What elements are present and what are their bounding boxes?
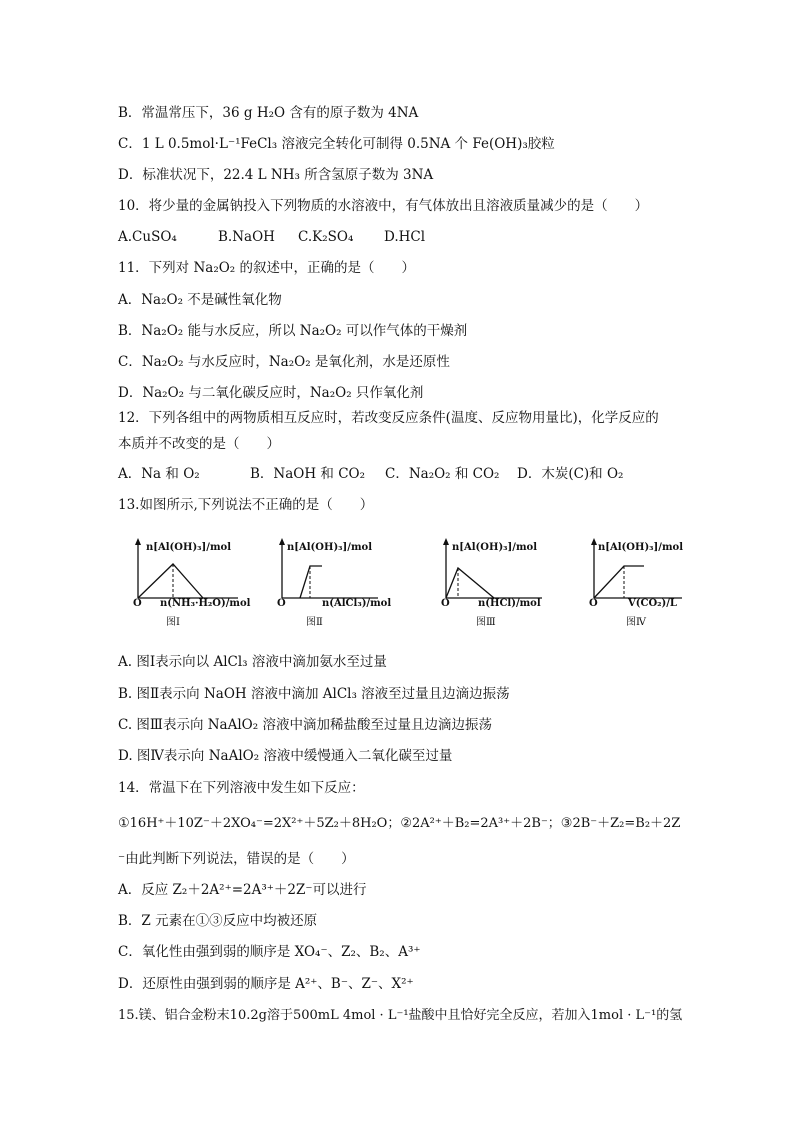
figure-1-xlabel: n(NH₃·H₂O)/mol: [160, 598, 251, 609]
q14-option-a: A．反应 Z₂＋2A²⁺=2A³⁺＋2Z⁻可以进行: [118, 882, 367, 898]
q9-option-c: C．1 L 0.5mol·L⁻¹FeCl₃ 溶液完全转化可制得 0.5NA 个 Fe(OH)₃胶粒: [118, 136, 555, 152]
figure-2-caption: 图Ⅱ: [306, 617, 323, 628]
figure-4: [582, 536, 702, 634]
q12-options: [118, 465, 623, 483]
figure-1-y-arrow: [135, 538, 141, 545]
q12-stem-line1: 12．下列各组中的两物质相互反应时，若改变反应条件(温度、反应物用量比)，化学反应的: [118, 410, 659, 426]
q11-option-b: B．Na₂O₂ 能与水反应，所以 Na₂O₂ 可以作气体的干燥剂: [118, 323, 468, 339]
figure-1-graph: [118, 536, 251, 630]
q13-option-b: B. 图Ⅱ表示向 NaOH 溶液中滴加 AlCl₃ 溶液至过量且边滴边振荡: [118, 686, 510, 702]
figure-3-graph: [432, 536, 562, 630]
figure-3-xlabel: n(HCl)/mol: [478, 598, 541, 609]
figure-3: [432, 536, 562, 634]
q14-equations: ①16H⁺＋10Z⁻＋2XO₄⁻=2X²⁺＋5Z₂＋8H₂O；②2A²⁺＋B₂=2A³⁺＋2B⁻；③2B⁻＋Z₂=B₂＋2Z: [118, 816, 681, 831]
figure-2-xlabel: n(AlCl₃)/mol: [322, 598, 392, 609]
figure-1-origin: O: [133, 598, 142, 609]
q14-option-b: B．Z 元素在①③反应中均被还原: [118, 913, 318, 929]
q14-option-d: D．还原性由强到弱的顺序是 A²⁺、B⁻、Z⁻、X²⁺: [118, 976, 414, 992]
figure-2-graph: [270, 536, 400, 630]
q11-option-d: D．Na₂O₂ 与二氧化碳反应时，Na₂O₂ 只作氧化剂: [118, 385, 424, 401]
figure-2-origin: O: [277, 598, 286, 609]
figure-1: [118, 536, 251, 634]
q13-option-a: A. 图Ⅰ表示向以 AlCl₃ 溶液中滴加氨水至过量: [118, 654, 387, 670]
q10-option-b: B.NaOH: [218, 229, 275, 245]
figure-1-curve: [138, 564, 203, 598]
figure-2: [270, 536, 400, 634]
figure-4-graph: [582, 536, 702, 630]
q11-option-c: C．Na₂O₂ 与水反应时，Na₂O₂ 是氧化剂，水是还原性: [118, 354, 450, 370]
q9-option-b: B．常温常压下，36 g H₂O 含有的原子数为 4NA: [118, 105, 419, 121]
q10-option-a: A.CuSO₄: [118, 229, 177, 245]
q12-option-a: A．Na 和 O₂: [118, 466, 200, 482]
figure-4-xlabel: V(CO₂)/L: [628, 598, 677, 609]
figure-3-y-arrow: [443, 538, 449, 545]
q10-stem: 10．将少量的金属钠投入下列物质的水溶液中，有气体放出且溶液质量减少的是（ ）: [118, 198, 649, 214]
q15-stem: 15.镁、铝合金粉末10.2g溶于500mL 4mol · L⁻¹盐酸中且恰好完全反应，若加入1mol · L⁻¹的氢: [118, 1008, 683, 1023]
figure-3-caption: 图Ⅲ: [476, 617, 496, 628]
q9-option-d: D．标准状况下，22.4 L NH₃ 所含氢原子数为 3NA: [118, 167, 434, 183]
figure-4-caption: 图Ⅳ: [626, 617, 646, 628]
q11-stem: 11．下列对 Na₂O₂ 的叙述中，正确的是（ ）: [118, 260, 416, 276]
q10-option-c: C.K₂SO₄: [298, 229, 354, 245]
figure-2-y-arrow: [279, 538, 285, 545]
figure-4-y-arrow: [591, 538, 597, 545]
q10-options: [118, 228, 425, 246]
figure-4-curve: [594, 566, 644, 598]
q10-option-d: D.HCl: [384, 229, 426, 245]
figure-3-origin: O: [441, 598, 450, 609]
q11-option-a: A．Na₂O₂ 不是碱性氧化物: [118, 292, 282, 308]
q13-option-c: C. 图Ⅲ表示向 NaAlO₂ 溶液中滴加稀盐酸至过量且边滴边振荡: [118, 717, 492, 733]
q14-stem: 14．常温下在下列溶液中发生如下反应：: [118, 780, 365, 796]
q13-option-d: D. 图Ⅳ表示向 NaAlO₂ 溶液中缓慢通入二氧化碳至过量: [118, 748, 453, 764]
figure-4-ylabel: n[Al(OH)₃]/mol: [598, 542, 683, 553]
q14-option-c: C．氧化性由强到弱的顺序是 XO₄⁻、Z₂、B₂、A³⁺: [118, 944, 421, 960]
q12-stem-line2: 本质并不改变的是（ ）: [118, 436, 280, 452]
figure-4-origin: O: [589, 598, 598, 609]
figure-1-caption: 图Ⅰ: [166, 617, 180, 628]
figure-2-curve: [300, 566, 322, 598]
figure-3-ylabel: n[Al(OH)₃]/mol: [452, 542, 537, 553]
q12-option-c: C．Na₂O₂ 和 CO₂: [385, 466, 500, 482]
q12-option-d: D．木炭(C)和 O₂: [517, 466, 624, 482]
figure-2-ylabel: n[Al(OH)₃]/mol: [287, 542, 372, 553]
figure-1-ylabel: n[Al(OH)₃]/mol: [146, 542, 231, 553]
q12-option-b: B．NaOH 和 CO₂: [250, 466, 366, 482]
figure-3-curve: [446, 568, 494, 598]
q14-equations-cont: ⁻由此判断下列说法，错误的是（ ）: [118, 851, 355, 867]
q13-stem: 13.如图所示,下列说法不正确的是（ ）: [118, 497, 374, 513]
